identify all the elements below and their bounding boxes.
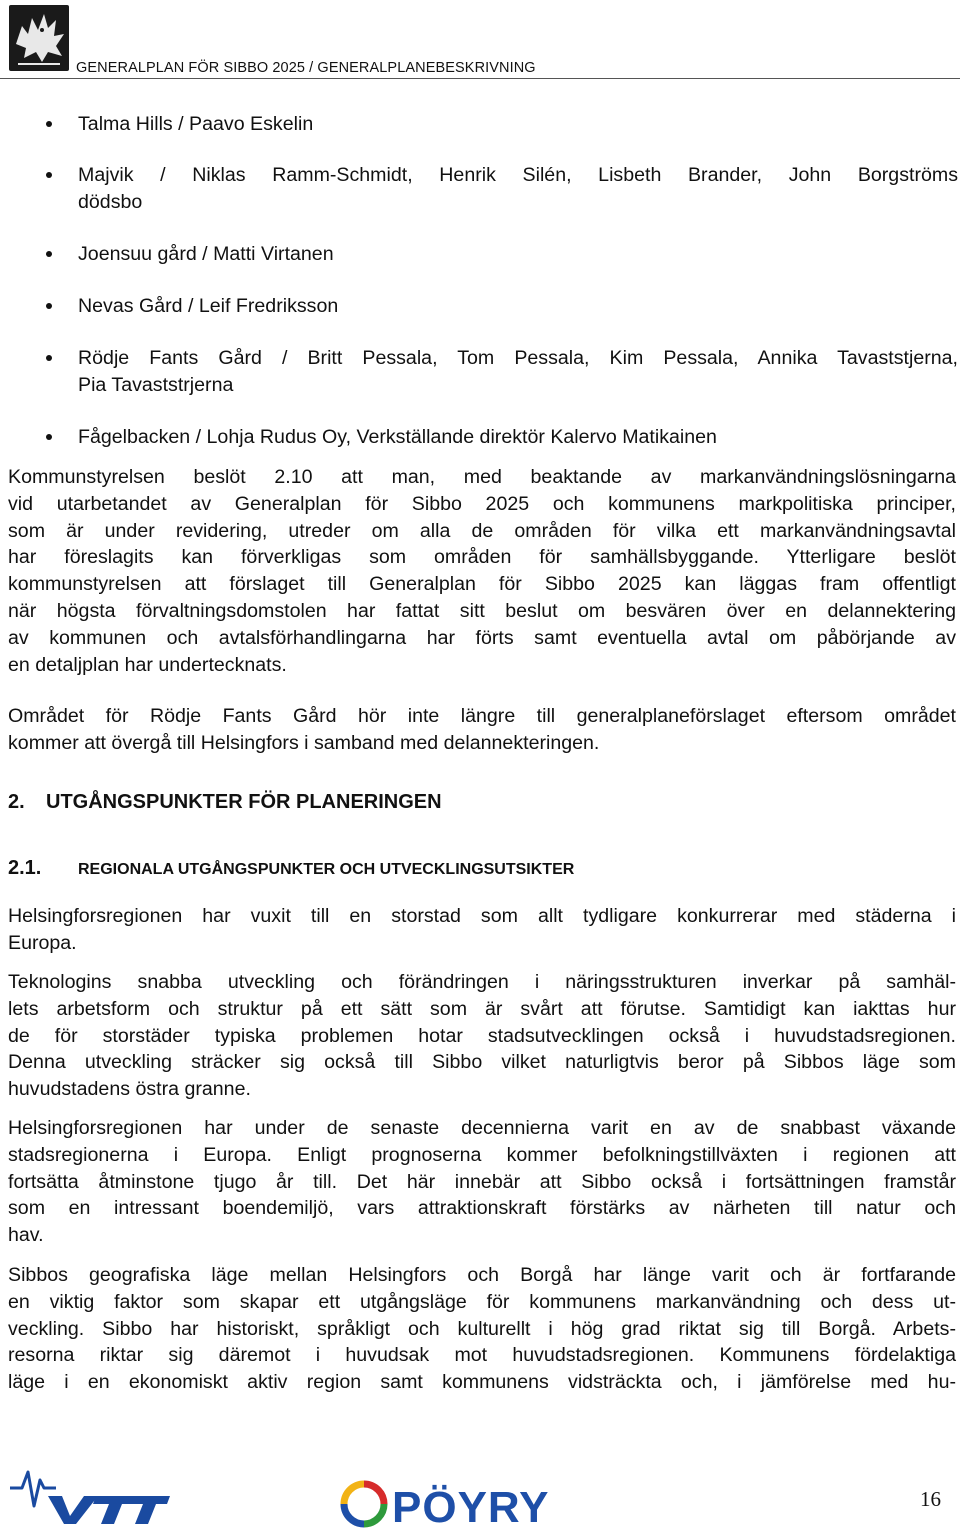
section-title: UTGÅNGSPUNKTER FÖR PLANERINGEN — [46, 791, 442, 813]
paragraph-line: en viktig faktor som skapar ett utgångsläge för kommunens markanvändning och dess ut- — [8, 1290, 956, 1313]
poyry-logo — [340, 1478, 602, 1532]
list-item-text: Rödje Fants Gård / Britt Pessala, Tom Pessala, Kim Pessala, Annika Tavaststjerna, — [78, 347, 958, 369]
paragraph-line: som en intressant boendemiljö, vars attraktionskraft förstärks av närheten till natur och — [8, 1197, 956, 1220]
paragraph-line: de för storstäder typiska problemen hotar stadsutvecklingen också i huvudstadsregionen. — [8, 1024, 956, 1047]
document-title: GENERALPLAN FÖR SIBBO 2025 / GENERALPLANEBESKRIVNING — [76, 60, 536, 76]
bullet-icon — [46, 355, 52, 361]
paragraph-line: har föreslagits kan förverkligas som områden för samhällsbyggande. Ytterligare beslöt — [8, 546, 956, 569]
paragraph-line: Kommunstyrelsen beslöt 2.10 att man, med beaktande av markanvändningslösningarna — [8, 466, 956, 488]
paragraph-line: stadsregionerna i Europa. Enligt prognoserna kommer befolkningstillväxten i regionen att — [8, 1143, 956, 1166]
paragraph-line: Teknologins snabba utveckling och förändringen i näringsstrukturen inverkar på samhäl- — [8, 971, 956, 993]
bullet-icon — [46, 303, 52, 309]
paragraph-line: kommunstyrelsen att förslaget till Generalplan för Sibbo 2025 kan läggas fram offentligt — [8, 573, 956, 596]
list-item-text: Pia Tavaststrjerna — [78, 374, 234, 396]
page-number: 16 — [920, 1487, 941, 1511]
section-heading — [8, 791, 442, 814]
paragraph-line: en detaljplan har undertecknats. — [8, 653, 287, 676]
paragraph-line: Helsingforsregionen har vuxit till en storstad som allt tydligare konkurrerar med städerna i — [8, 905, 956, 927]
page-header — [0, 0, 960, 82]
paragraph-line: veckling. Sibbo har historiskt, språkligt och kulturellt i hög grad riktat sig till Borgå. Arbets- — [8, 1317, 956, 1340]
paragraph-line: kommer att övergå till Helsingfors i samband med delannekteringen. — [8, 731, 600, 754]
list-item-text: Fågelbacken / Lohja Rudus Oy, Verkställande direktör Kalervo Matikainen — [78, 426, 717, 448]
paragraph-line: Sibbos geografiska läge mellan Helsingfors och Borgå har länge varit och är fortfarande — [8, 1264, 956, 1286]
vtt-logo — [8, 1466, 170, 1526]
paragraph-line: vid utarbetandet av Generalplan för Sibbo 2025 och kommunens markpolitiska principer, — [8, 492, 956, 515]
paragraph-line: av kommunen och avtalsförhandlingarna har förts samt eventuella avtal om påbörjande av — [8, 626, 956, 649]
paragraph-line: Helsingforsregionen har under de senaste decennierna varit en av de snabbast växande — [8, 1117, 956, 1139]
section-number: 2. — [8, 791, 25, 813]
list-item-text: Nevas Gård / Leif Fredriksson — [78, 295, 339, 317]
list-item-text: Majvik / Niklas Ramm-Schmidt, Henrik Silén, Lisbeth Brander, John Borgströms — [78, 164, 958, 186]
paragraph — [8, 1262, 956, 1396]
paragraph — [8, 703, 956, 757]
poyry-logo-text: PÖYRY — [392, 1483, 550, 1532]
bullet-icon — [46, 172, 52, 178]
subsection-title: REGIONALA UTGÅNGSPUNKTER OCH UTVECKLINGSUTSIKTER — [78, 861, 575, 878]
paragraph-line: när högsta förvaltningsdomstolen har fattat sitt beslut om besvären över en delannektering — [8, 599, 956, 622]
paragraph-line: resorna riktar sig däremot i huvudsak mot huvudstadsregionen. Kommunens fördelaktiga — [8, 1344, 956, 1367]
bullet-icon — [46, 434, 52, 440]
subsection-heading — [8, 857, 574, 880]
bullet-icon — [46, 251, 52, 257]
bullet-icon — [46, 121, 52, 127]
paragraph-line: fortsätta åtminstone tjugo år till. Det här innebär att Sibbo också i fortsättningen framstår — [8, 1170, 956, 1193]
paragraph-line: hav. — [8, 1224, 44, 1247]
paragraph — [8, 464, 956, 678]
paragraph-line: som är under revidering, utreder om alla de områden för vilka ett markanvändningsavtal — [8, 519, 956, 542]
paragraph-line: Denna utveckling sträcker sig också till Sibbo vilket naturligtvis beror på Sibbos läge som — [8, 1051, 956, 1074]
paragraph — [8, 1115, 956, 1249]
sibbo-crest-icon — [8, 4, 70, 72]
list-item-text: Joensuu gård / Matti Virtanen — [78, 243, 334, 265]
paragraph-line: Området för Rödje Fants Gård hör inte längre till generalplaneförslaget eftersom området — [8, 705, 956, 727]
subsection-number: 2.1. — [8, 857, 42, 879]
paragraph — [8, 969, 956, 1103]
header-divider — [0, 78, 960, 79]
list-item-text: dödsbo — [78, 191, 143, 213]
paragraph-line: Europa. — [8, 931, 77, 954]
paragraph — [8, 903, 956, 957]
list-item-text: Talma Hills / Paavo Eskelin — [78, 113, 314, 135]
paragraph-line: läge i en ekonomiskt aktiv region samt kommunens vidsträckta och, i jämförelse med hu- — [8, 1371, 956, 1394]
paragraph-line: huvudstadens östra granne. — [8, 1078, 251, 1101]
paragraph-line: lets arbetsform och struktur på ett sätt som är svårt att förutse. Samtidigt kan iakttas hur — [8, 997, 956, 1020]
